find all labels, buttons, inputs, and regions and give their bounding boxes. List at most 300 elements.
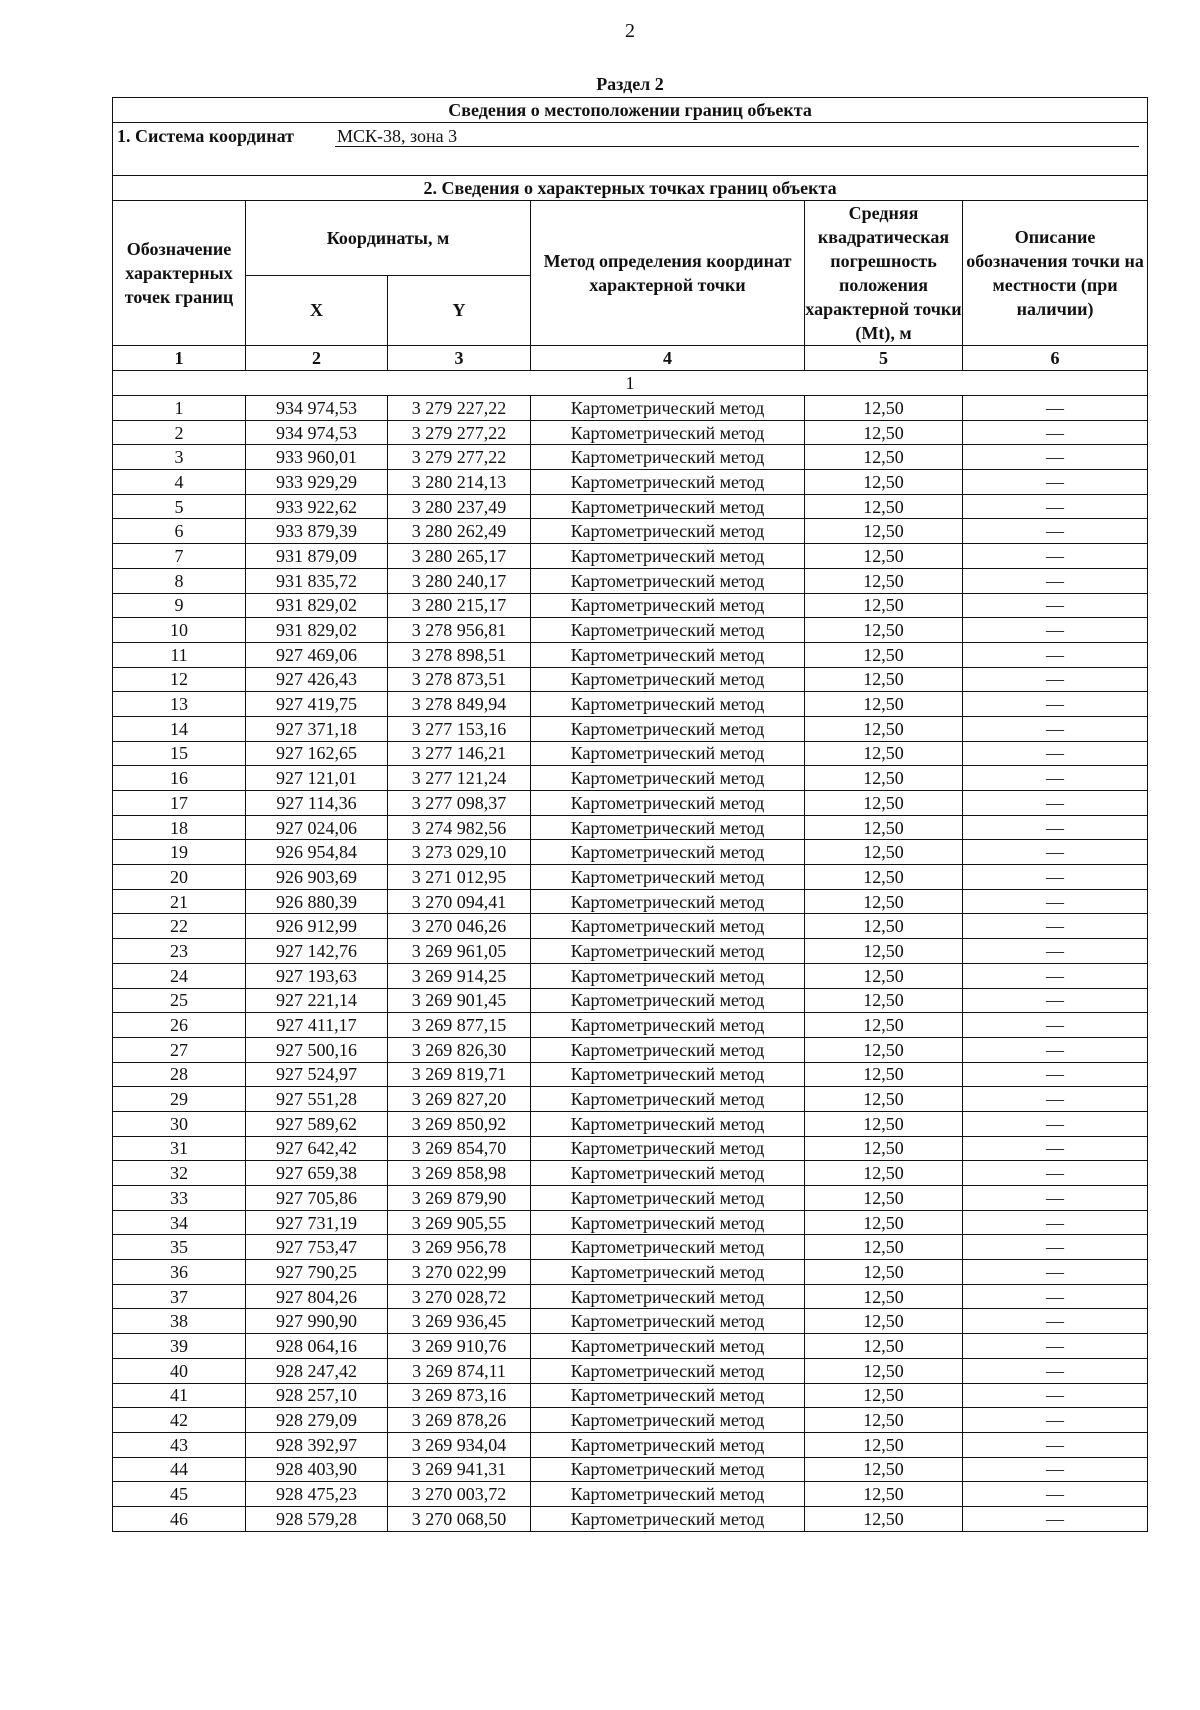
coord-y: 3 269 910,76 — [388, 1334, 531, 1359]
header-method: Метод определения координат характерной точки — [531, 201, 805, 346]
coord-y: 3 269 905,55 — [388, 1210, 531, 1235]
coord-x: 931 829,02 — [246, 618, 388, 643]
coord-y: 3 269 819,71 — [388, 1062, 531, 1087]
description: — — [963, 568, 1148, 593]
description: — — [963, 766, 1148, 791]
coord-y: 3 277 098,37 — [388, 791, 531, 816]
error-value: 12,50 — [805, 544, 963, 569]
description: — — [963, 1161, 1148, 1186]
description: — — [963, 1062, 1148, 1087]
coord-x: 927 589,62 — [246, 1111, 388, 1136]
page-number: 2 — [625, 20, 635, 42]
table-row — [113, 815, 1148, 840]
table-row — [113, 939, 1148, 964]
coord-x: 926 880,39 — [246, 889, 388, 914]
col-num: 6 — [963, 346, 1148, 371]
point-number: 15 — [113, 741, 246, 766]
description: — — [963, 1284, 1148, 1309]
error-value: 12,50 — [805, 766, 963, 791]
coord-y: 3 270 068,50 — [388, 1506, 531, 1531]
description: — — [963, 618, 1148, 643]
error-value: 12,50 — [805, 865, 963, 890]
method: Картометрический метод — [531, 1136, 805, 1161]
description: — — [963, 1235, 1148, 1260]
point-number: 38 — [113, 1309, 246, 1334]
point-number: 1 — [113, 396, 246, 421]
coord-x: 931 835,72 — [246, 568, 388, 593]
table-row — [113, 470, 1148, 495]
table-row — [113, 1037, 1148, 1062]
method: Картометрический метод — [531, 642, 805, 667]
coord-y: 3 277 121,24 — [388, 766, 531, 791]
coord-x: 927 790,25 — [246, 1260, 388, 1285]
method: Картометрический метод — [531, 865, 805, 890]
coord-y: 3 280 262,49 — [388, 519, 531, 544]
point-number: 31 — [113, 1136, 246, 1161]
coord-y: 3 280 240,17 — [388, 568, 531, 593]
coord-x: 928 579,28 — [246, 1506, 388, 1531]
coord-y: 3 273 029,10 — [388, 840, 531, 865]
point-number: 19 — [113, 840, 246, 865]
description: — — [963, 1432, 1148, 1457]
method: Картометрический метод — [531, 1482, 805, 1507]
table-row — [113, 494, 1148, 519]
table-row — [113, 1482, 1148, 1507]
table-row — [113, 1284, 1148, 1309]
col-num: 3 — [388, 346, 531, 371]
description: — — [963, 692, 1148, 717]
coord-y: 3 280 237,49 — [388, 494, 531, 519]
point-number: 21 — [113, 889, 246, 914]
coord-x: 931 879,09 — [246, 544, 388, 569]
error-value: 12,50 — [805, 1260, 963, 1285]
error-value: 12,50 — [805, 642, 963, 667]
coord-y: 3 269 826,30 — [388, 1037, 531, 1062]
point-number: 29 — [113, 1087, 246, 1112]
point-number: 14 — [113, 716, 246, 741]
coord-x: 927 804,26 — [246, 1284, 388, 1309]
description: — — [963, 1457, 1148, 1482]
point-number: 6 — [113, 519, 246, 544]
coord-x: 927 371,18 — [246, 716, 388, 741]
table-row — [113, 445, 1148, 470]
table-row — [113, 396, 1148, 421]
coord-y: 3 279 227,22 — [388, 396, 531, 421]
error-value: 12,50 — [805, 494, 963, 519]
point-number: 24 — [113, 963, 246, 988]
coord-y: 3 280 214,13 — [388, 470, 531, 495]
table-row — [113, 1260, 1148, 1285]
method: Картометрический метод — [531, 1506, 805, 1531]
point-number: 18 — [113, 815, 246, 840]
col-num: 2 — [246, 346, 388, 371]
description: — — [963, 963, 1148, 988]
coord-x: 927 024,06 — [246, 815, 388, 840]
point-number: 41 — [113, 1383, 246, 1408]
coord-x: 927 659,38 — [246, 1161, 388, 1186]
subsection-title-row — [113, 176, 1148, 201]
error-value: 12,50 — [805, 519, 963, 544]
coord-system-label: 1. Система координат — [117, 125, 294, 146]
point-number: 2 — [113, 420, 246, 445]
method: Картометрический метод — [531, 519, 805, 544]
point-number: 10 — [113, 618, 246, 643]
error-value: 12,50 — [805, 1235, 963, 1260]
error-value: 12,50 — [805, 1186, 963, 1211]
description: — — [963, 544, 1148, 569]
method: Картометрический метод — [531, 618, 805, 643]
method: Картометрический метод — [531, 1408, 805, 1433]
description: — — [963, 815, 1148, 840]
coord-y: 3 269 914,25 — [388, 963, 531, 988]
coord-x: 928 064,16 — [246, 1334, 388, 1359]
col-num: 4 — [531, 346, 805, 371]
description: — — [963, 420, 1148, 445]
table-row — [113, 692, 1148, 717]
coord-x: 927 121,01 — [246, 766, 388, 791]
point-number: 25 — [113, 988, 246, 1013]
description: — — [963, 470, 1148, 495]
coord-x: 933 960,01 — [246, 445, 388, 470]
coord-x: 926 954,84 — [246, 840, 388, 865]
table-row — [113, 544, 1148, 569]
coord-x: 933 879,39 — [246, 519, 388, 544]
point-number: 26 — [113, 1013, 246, 1038]
coord-x: 928 279,09 — [246, 1408, 388, 1433]
method: Картометрический метод — [531, 396, 805, 421]
table-row — [113, 1309, 1148, 1334]
table-row — [113, 667, 1148, 692]
coord-x: 926 903,69 — [246, 865, 388, 890]
method: Картометрический метод — [531, 544, 805, 569]
table-row — [113, 1136, 1148, 1161]
coord-x: 928 247,42 — [246, 1358, 388, 1383]
table-row — [113, 1235, 1148, 1260]
description: — — [963, 1408, 1148, 1433]
description: — — [963, 593, 1148, 618]
method: Картометрический метод — [531, 1161, 805, 1186]
point-number: 44 — [113, 1457, 246, 1482]
coord-x: 928 392,97 — [246, 1432, 388, 1457]
error-value: 12,50 — [805, 396, 963, 421]
error-value: 12,50 — [805, 1482, 963, 1507]
coord-y: 3 270 028,72 — [388, 1284, 531, 1309]
coord-x: 933 922,62 — [246, 494, 388, 519]
point-number: 28 — [113, 1062, 246, 1087]
coord-system-value: МСК-38, зона 3 — [335, 126, 1139, 147]
coord-x: 934 974,53 — [246, 420, 388, 445]
method: Картометрический метод — [531, 1235, 805, 1260]
point-number: 5 — [113, 494, 246, 519]
boundary-points-table — [112, 97, 1148, 1532]
error-value: 12,50 — [805, 445, 963, 470]
coord-x: 931 829,02 — [246, 593, 388, 618]
method: Картометрический метод — [531, 1260, 805, 1285]
table-row — [113, 1210, 1148, 1235]
point-number: 27 — [113, 1037, 246, 1062]
coord-x: 934 974,53 — [246, 396, 388, 421]
table-row — [113, 963, 1148, 988]
coord-y: 3 269 873,16 — [388, 1383, 531, 1408]
table-row — [113, 1506, 1148, 1531]
error-value: 12,50 — [805, 791, 963, 816]
method: Картометрический метод — [531, 815, 805, 840]
error-value: 12,50 — [805, 1457, 963, 1482]
table-row — [113, 519, 1148, 544]
method: Картометрический метод — [531, 1383, 805, 1408]
point-number: 23 — [113, 939, 246, 964]
point-number: 32 — [113, 1161, 246, 1186]
method: Картометрический метод — [531, 1334, 805, 1359]
description: — — [963, 988, 1148, 1013]
table-row — [113, 766, 1148, 791]
error-value: 12,50 — [805, 420, 963, 445]
method: Картометрический метод — [531, 1087, 805, 1112]
error-value: 12,50 — [805, 1309, 963, 1334]
method: Картометрический метод — [531, 1186, 805, 1211]
spacer-row — [113, 149, 1148, 176]
coord-y: 3 277 146,21 — [388, 741, 531, 766]
coord-y: 3 278 956,81 — [388, 618, 531, 643]
table-row — [113, 889, 1148, 914]
coord-y: 3 278 898,51 — [388, 642, 531, 667]
table-row — [113, 791, 1148, 816]
coord-y: 3 269 934,04 — [388, 1432, 531, 1457]
table-row — [113, 988, 1148, 1013]
table-title: Сведения о местоположении границ объекта — [113, 98, 1148, 123]
coord-x: 927 419,75 — [246, 692, 388, 717]
coord-y: 3 277 153,16 — [388, 716, 531, 741]
table-row — [113, 1161, 1148, 1186]
table-row — [113, 1062, 1148, 1087]
error-value: 12,50 — [805, 988, 963, 1013]
point-number: 12 — [113, 667, 246, 692]
coord-system-row — [113, 123, 1148, 150]
error-value: 12,50 — [805, 1383, 963, 1408]
header-coordinates: Координаты, м — [246, 201, 531, 276]
error-value: 12,50 — [805, 1210, 963, 1235]
point-number: 39 — [113, 1334, 246, 1359]
point-number: 16 — [113, 766, 246, 791]
coord-y: 3 269 858,98 — [388, 1161, 531, 1186]
coord-y: 3 271 012,95 — [388, 865, 531, 890]
point-number: 22 — [113, 914, 246, 939]
coord-x: 927 524,97 — [246, 1062, 388, 1087]
point-number: 43 — [113, 1432, 246, 1457]
point-number: 42 — [113, 1408, 246, 1433]
coord-y: 3 269 961,05 — [388, 939, 531, 964]
error-value: 12,50 — [805, 593, 963, 618]
error-value: 12,50 — [805, 1111, 963, 1136]
error-value: 12,50 — [805, 1284, 963, 1309]
coord-y: 3 269 936,45 — [388, 1309, 531, 1334]
point-number: 40 — [113, 1358, 246, 1383]
table-row — [113, 741, 1148, 766]
coord-y: 3 269 854,70 — [388, 1136, 531, 1161]
coord-y: 3 269 956,78 — [388, 1235, 531, 1260]
subsection-title: 2. Сведения о характерных точках границ объекта — [113, 176, 1148, 201]
coord-y: 3 269 941,31 — [388, 1457, 531, 1482]
point-number: 30 — [113, 1111, 246, 1136]
coord-x: 933 929,29 — [246, 470, 388, 495]
table-row — [113, 1186, 1148, 1211]
header-y: Y — [388, 275, 531, 345]
description: — — [963, 1087, 1148, 1112]
method: Картометрический метод — [531, 741, 805, 766]
table-row — [113, 1334, 1148, 1359]
point-number: 17 — [113, 791, 246, 816]
table-row — [113, 1358, 1148, 1383]
error-value: 12,50 — [805, 939, 963, 964]
description: — — [963, 1334, 1148, 1359]
table-row — [113, 420, 1148, 445]
error-value: 12,50 — [805, 1161, 963, 1186]
coord-x: 927 193,63 — [246, 963, 388, 988]
table-row — [113, 1111, 1148, 1136]
coord-x: 927 731,19 — [246, 1210, 388, 1235]
description: — — [963, 1037, 1148, 1062]
table-row — [113, 642, 1148, 667]
description: — — [963, 716, 1148, 741]
method: Картометрический метод — [531, 1062, 805, 1087]
point-number: 36 — [113, 1260, 246, 1285]
coord-y: 3 280 265,17 — [388, 544, 531, 569]
table-row — [113, 716, 1148, 741]
coord-x: 927 469,06 — [246, 642, 388, 667]
coord-x: 927 990,90 — [246, 1309, 388, 1334]
error-value: 12,50 — [805, 1358, 963, 1383]
description: — — [963, 1482, 1148, 1507]
error-value: 12,50 — [805, 716, 963, 741]
description: — — [963, 889, 1148, 914]
error-value: 12,50 — [805, 692, 963, 717]
description: — — [963, 1260, 1148, 1285]
coord-x: 927 142,76 — [246, 939, 388, 964]
coord-x: 927 551,28 — [246, 1087, 388, 1112]
coord-y: 3 279 277,22 — [388, 420, 531, 445]
coord-y: 3 270 003,72 — [388, 1482, 531, 1507]
method: Картометрический метод — [531, 1111, 805, 1136]
method: Картометрический метод — [531, 470, 805, 495]
description: — — [963, 445, 1148, 470]
coord-x: 927 221,14 — [246, 988, 388, 1013]
description: — — [963, 1358, 1148, 1383]
header-error: Средняя квадратическая погрешность положения характерной точки (Mt), м — [805, 201, 963, 346]
description: — — [963, 519, 1148, 544]
method: Картометрический метод — [531, 1432, 805, 1457]
table-row — [113, 593, 1148, 618]
method: Картометрический метод — [531, 1037, 805, 1062]
table-row — [113, 1457, 1148, 1482]
coord-y: 3 269 879,90 — [388, 1186, 531, 1211]
coord-y: 3 270 022,99 — [388, 1260, 531, 1285]
column-number-row — [113, 346, 1148, 371]
error-value: 12,50 — [805, 889, 963, 914]
header-x: X — [246, 275, 388, 345]
point-number: 13 — [113, 692, 246, 717]
coord-x: 927 753,47 — [246, 1235, 388, 1260]
description: — — [963, 865, 1148, 890]
coord-y: 3 269 827,20 — [388, 1087, 531, 1112]
description: — — [963, 791, 1148, 816]
method: Картометрический метод — [531, 766, 805, 791]
col-num: 1 — [113, 346, 246, 371]
coord-y: 3 279 277,22 — [388, 445, 531, 470]
table-row — [113, 568, 1148, 593]
error-value: 12,50 — [805, 618, 963, 643]
description: — — [963, 1111, 1148, 1136]
error-value: 12,50 — [805, 1062, 963, 1087]
table-row — [113, 865, 1148, 890]
method: Картометрический метод — [531, 791, 805, 816]
table-row — [113, 840, 1148, 865]
error-value: 12,50 — [805, 1037, 963, 1062]
contour-number: 1 — [113, 371, 1148, 396]
description: — — [963, 914, 1148, 939]
coord-x: 927 705,86 — [246, 1186, 388, 1211]
coord-y: 3 278 873,51 — [388, 667, 531, 692]
point-number: 46 — [113, 1506, 246, 1531]
point-number: 8 — [113, 568, 246, 593]
table-row — [113, 914, 1148, 939]
description: — — [963, 939, 1148, 964]
table-row — [113, 1432, 1148, 1457]
point-number: 11 — [113, 642, 246, 667]
method: Картометрический метод — [531, 692, 805, 717]
table-row — [113, 618, 1148, 643]
coord-x: 927 162,65 — [246, 741, 388, 766]
coord-y: 3 278 849,94 — [388, 692, 531, 717]
point-number: 3 — [113, 445, 246, 470]
method: Картометрический метод — [531, 840, 805, 865]
method: Картометрический метод — [531, 1457, 805, 1482]
table-row — [113, 1087, 1148, 1112]
error-value: 12,50 — [805, 963, 963, 988]
point-number: 37 — [113, 1284, 246, 1309]
method: Картометрический метод — [531, 1284, 805, 1309]
method: Картометрический метод — [531, 445, 805, 470]
error-value: 12,50 — [805, 1136, 963, 1161]
coord-x: 927 114,36 — [246, 791, 388, 816]
coord-x: 928 475,23 — [246, 1482, 388, 1507]
description: — — [963, 1136, 1148, 1161]
method: Картометрический метод — [531, 939, 805, 964]
error-value: 12,50 — [805, 1087, 963, 1112]
method: Картометрический метод — [531, 494, 805, 519]
error-value: 12,50 — [805, 1334, 963, 1359]
method: Картометрический метод — [531, 568, 805, 593]
coord-y: 3 269 878,26 — [388, 1408, 531, 1433]
method: Картометрический метод — [531, 1210, 805, 1235]
section-title: Раздел 2 — [596, 74, 664, 94]
header-description: Описание обозначения точки на местности (при наличии) — [963, 201, 1148, 346]
description: — — [963, 1186, 1148, 1211]
coord-y: 3 270 046,26 — [388, 914, 531, 939]
method: Картометрический метод — [531, 1358, 805, 1383]
description: — — [963, 396, 1148, 421]
error-value: 12,50 — [805, 914, 963, 939]
coord-x: 928 403,90 — [246, 1457, 388, 1482]
description: — — [963, 1013, 1148, 1038]
method: Картометрический метод — [531, 420, 805, 445]
description: — — [963, 667, 1148, 692]
description: — — [963, 1383, 1148, 1408]
point-number: 45 — [113, 1482, 246, 1507]
point-number: 4 — [113, 470, 246, 495]
point-number: 9 — [113, 593, 246, 618]
description: — — [963, 840, 1148, 865]
coord-y: 3 274 982,56 — [388, 815, 531, 840]
